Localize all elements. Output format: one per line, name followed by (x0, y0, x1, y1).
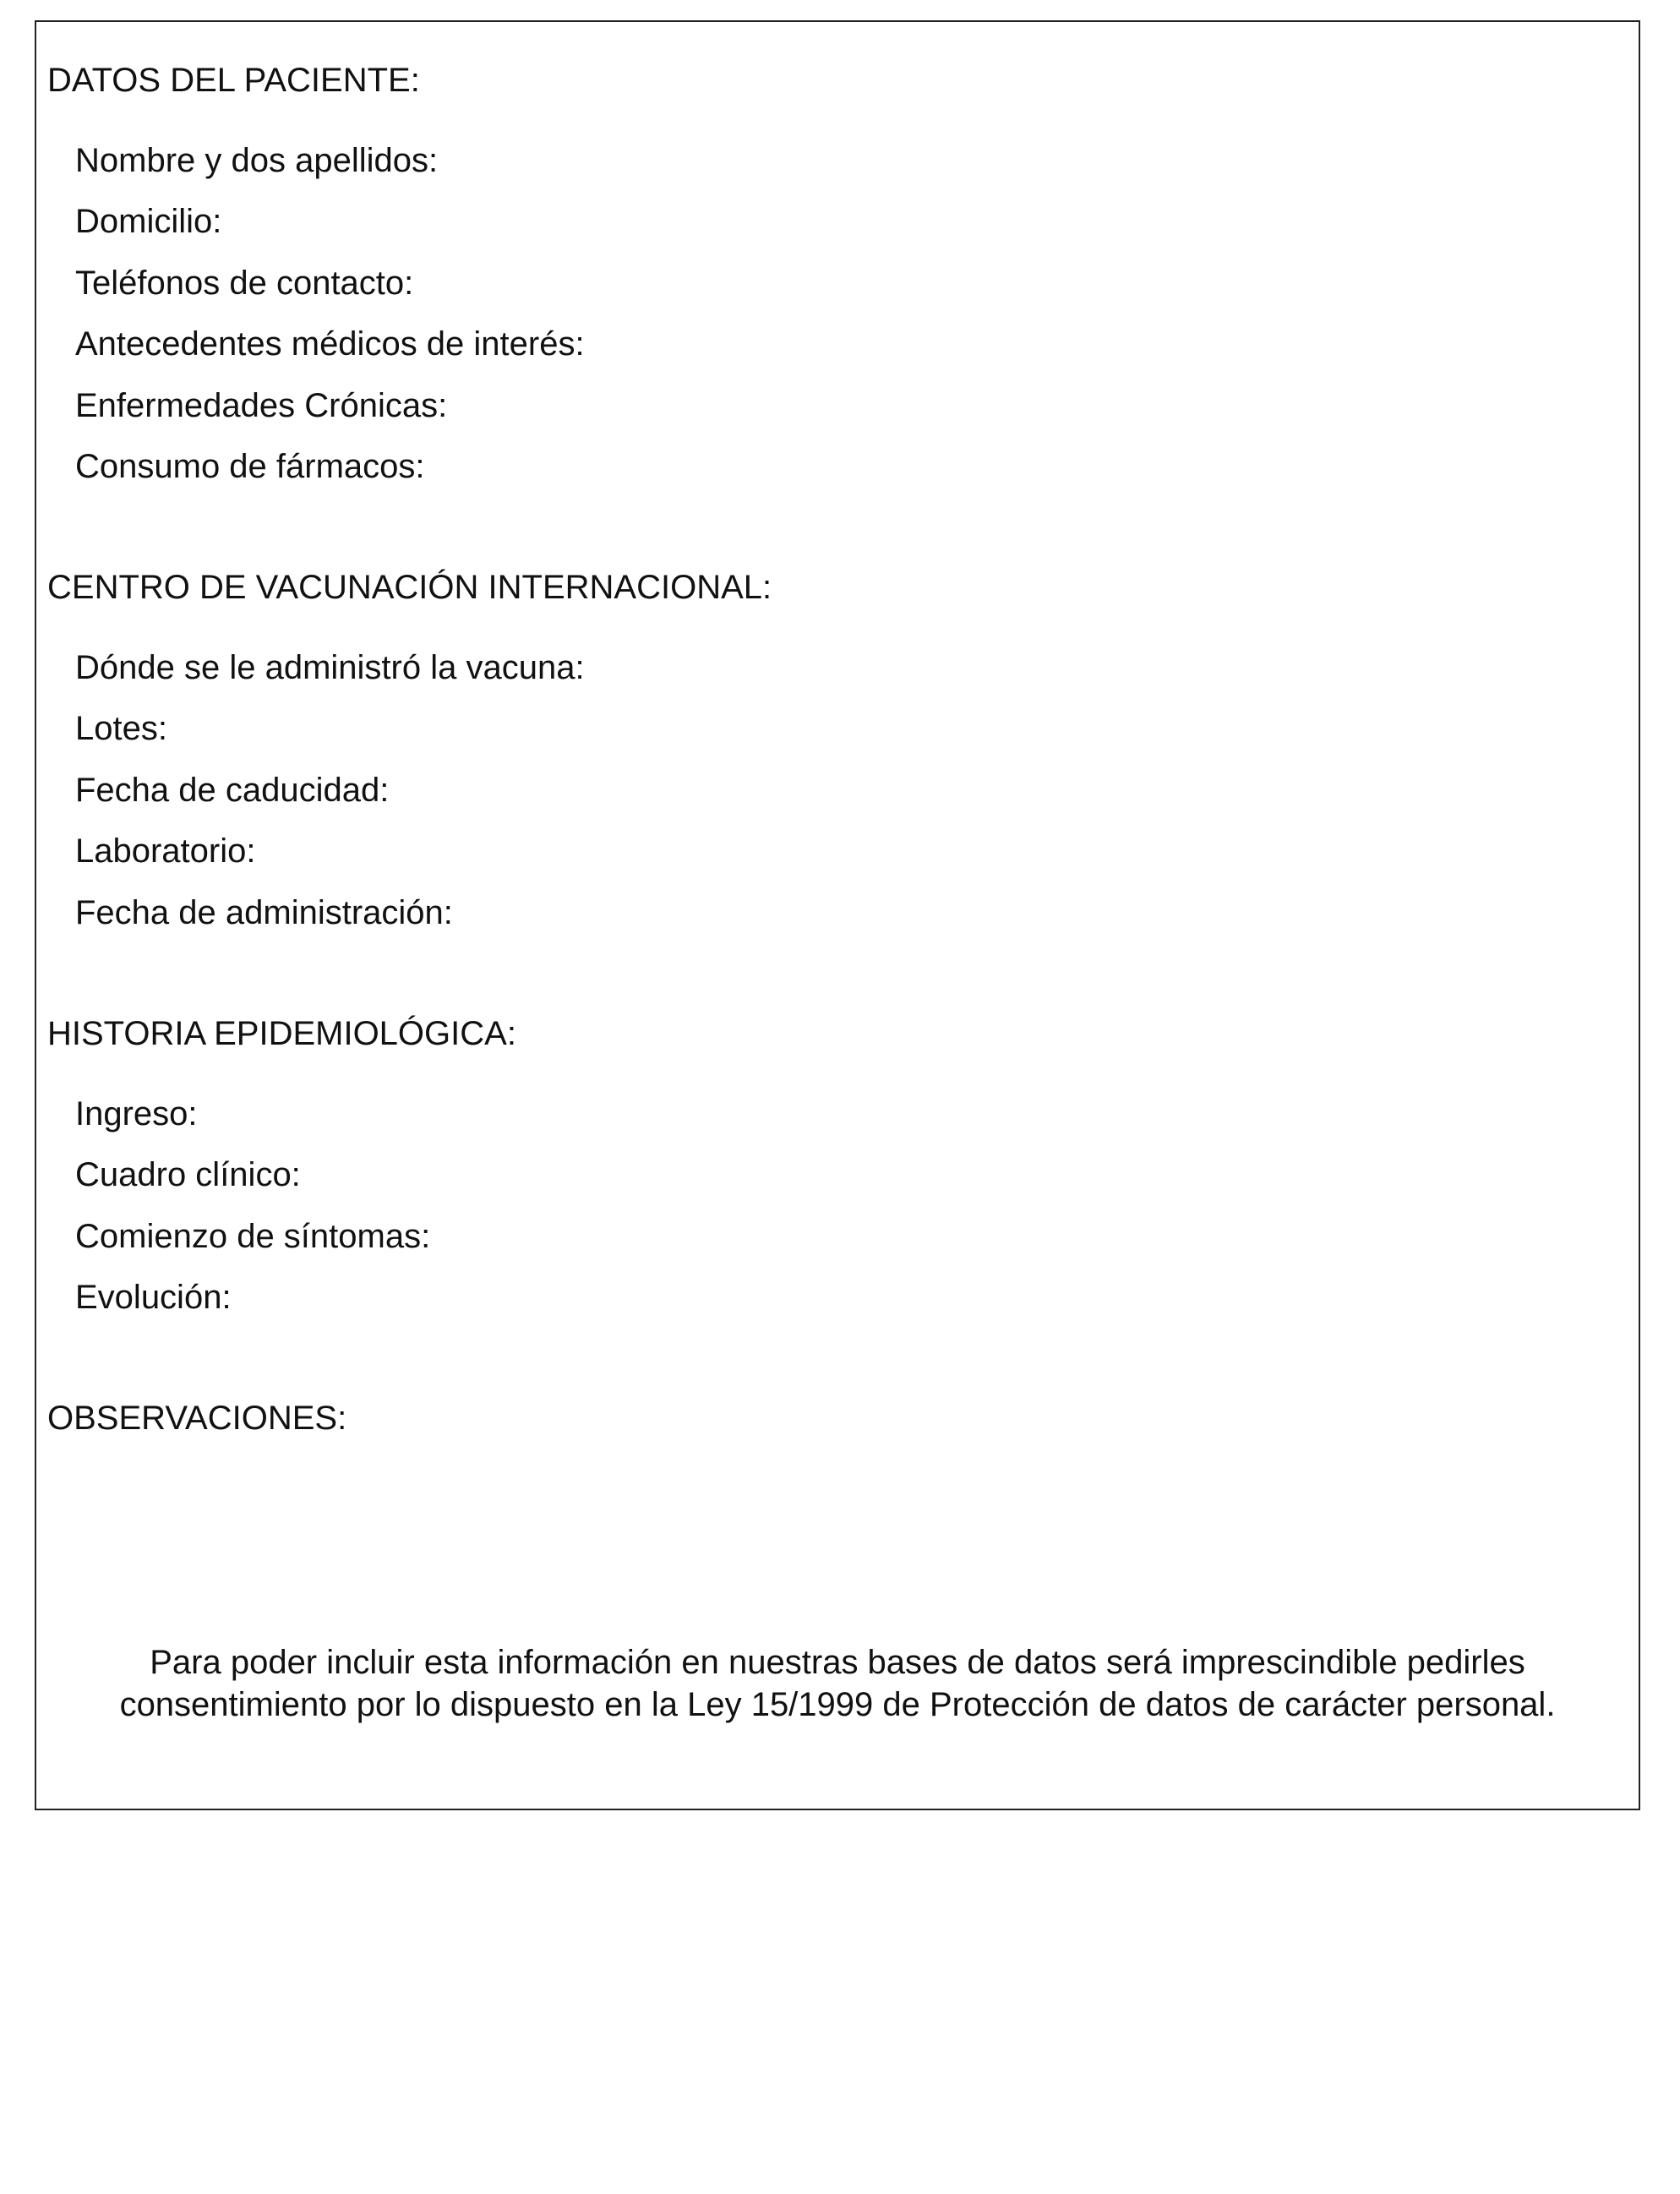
field-symptom-onset: Comienzo de síntomas: (75, 1218, 431, 1255)
field-admission: Ingreso: (75, 1095, 198, 1132)
patient-report-form (35, 20, 1640, 1810)
field-clinical-picture: Cuadro clínico: (75, 1156, 301, 1193)
epidemiological-history-heading: HISTORIA EPIDEMIOLÓGICA: (47, 1015, 516, 1052)
field-laboratory: Laboratorio: (75, 832, 256, 870)
field-chronic-diseases: Enfermedades Crónicas: (75, 387, 448, 424)
vaccination-center-heading: CENTRO DE VACUNACIÓN INTERNACIONAL: (47, 569, 772, 606)
field-address: Domicilio: (75, 203, 222, 240)
patient-data-heading: DATOS DEL PACIENTE: (47, 62, 420, 99)
field-expiry-date: Fecha de caducidad: (75, 772, 390, 809)
field-evolution: Evolución: (75, 1279, 232, 1316)
field-drug-consumption: Consumo de fármacos: (75, 448, 425, 485)
field-contact-phones: Teléfonos de contacto: (75, 265, 414, 302)
field-full-name: Nombre y dos apellidos: (75, 142, 439, 179)
field-administration-date: Fecha de administración: (75, 894, 453, 931)
data-protection-notice: Para poder incluir esta información en nuestras bases de datos será imprescindible pedirles consentimiento por lo dispuesto en la Ley 15/1999 de Protección de datos de carácter personal. (119, 1644, 1556, 1723)
field-lots: Lotes: (75, 710, 167, 747)
observations-heading: OBSERVACIONES: (47, 1400, 347, 1437)
field-vaccine-location: Dónde se le administró la vacuna: (75, 649, 585, 686)
field-medical-history: Antecedentes médicos de interés: (75, 325, 585, 363)
